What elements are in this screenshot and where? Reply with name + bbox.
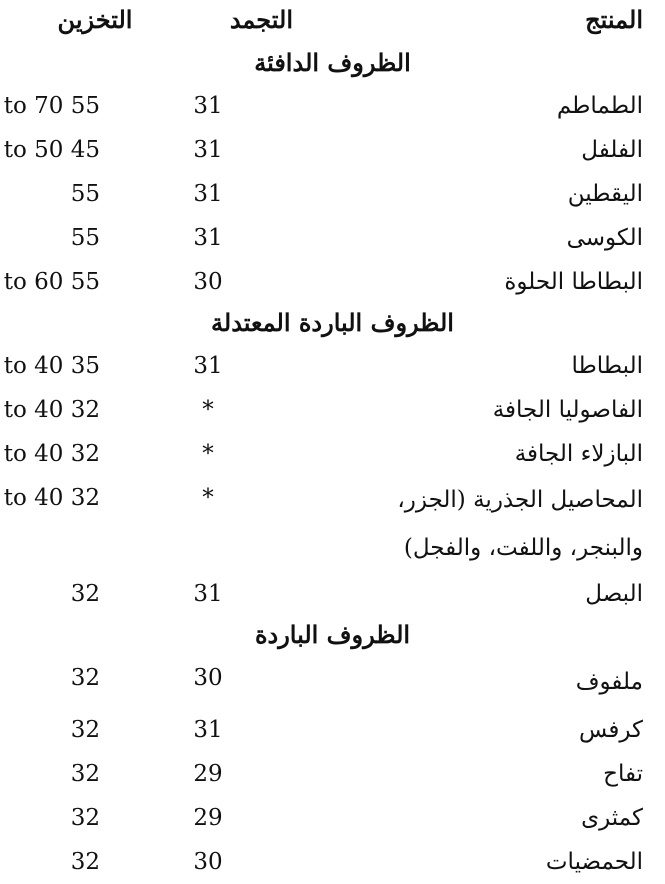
freezing-value: 31 [193, 93, 223, 119]
table-row [0, 432, 665, 476]
freezing-cell [183, 172, 343, 216]
storage-cell [0, 840, 183, 884]
storage-value: 32 [70, 665, 100, 691]
storage-cell [0, 388, 183, 432]
section-title-row [0, 616, 665, 656]
section-title-row [0, 304, 665, 344]
storage-value: 55 [70, 181, 100, 207]
product-wrapped-text: المحاصيل الجذرية (الجزر، والبنجر، واللفت، والفجل) [397, 487, 643, 561]
section-title-row [0, 44, 665, 84]
freezing-cell [183, 260, 343, 304]
product-cell: البطاطا الحلوة [504, 269, 643, 295]
storage-cell [0, 172, 183, 216]
storage-value: 55 to 70 [3, 93, 100, 119]
freezing-cell [183, 476, 343, 572]
storage-value: 32 [70, 805, 100, 831]
freezing-value: 31 [193, 225, 223, 251]
storage-value: 32 [70, 581, 100, 607]
storage-value: 32 [70, 717, 100, 743]
section-title-label: الظروف الدافئة [254, 48, 411, 77]
section-title-label: الظروف الباردة المعتدلة [211, 308, 454, 337]
table-row [0, 656, 665, 708]
product-cell: البصل [585, 581, 643, 607]
header-freezing [183, 0, 343, 44]
header-storage-label: التخزين [57, 5, 133, 34]
product-cell: كرفس [579, 717, 643, 743]
freezing-cell [183, 128, 343, 172]
storage-value: 32 to 40 [3, 397, 100, 423]
section-title [0, 304, 665, 344]
product-cell: الفلفل [581, 137, 643, 163]
product-cell: الطماطم [556, 93, 643, 119]
product-cell: الكوسى [566, 225, 643, 251]
freezing-cell [183, 432, 343, 476]
storage-cell [0, 708, 183, 752]
section-title [0, 44, 665, 84]
storage-cell [0, 216, 183, 260]
freezing-value: 30 [193, 269, 223, 295]
product-cell: البطاطا [571, 353, 643, 379]
storage-cell [0, 344, 183, 388]
storage-cell [0, 572, 183, 616]
storage-value: 32 [70, 761, 100, 787]
freezing-value: 30 [193, 849, 223, 875]
freezing-value: 29 [193, 805, 223, 831]
freezing-value: 31 [193, 353, 223, 379]
product-cell: ملفوف [575, 669, 643, 695]
table-row [0, 708, 665, 752]
product-cell: كمثرى [581, 805, 643, 831]
freezing-value: * [202, 441, 214, 467]
table-row [0, 572, 665, 616]
freezing-cell [183, 708, 343, 752]
freezing-cell [183, 344, 343, 388]
table-row [0, 172, 665, 216]
storage-cell [0, 476, 183, 572]
storage-cell [0, 752, 183, 796]
freezing-value: 31 [193, 581, 223, 607]
product-cell: البازلاء الجافة [514, 441, 643, 467]
section-title-label: الظروف الباردة [254, 620, 411, 649]
table-row [0, 84, 665, 128]
table-row [0, 344, 665, 388]
header-storage [0, 0, 183, 44]
product-cell: تفاح [603, 761, 643, 787]
freezing-cell [183, 388, 343, 432]
storage-cell [0, 796, 183, 840]
freezing-value: 31 [193, 137, 223, 163]
product-cell: الحمضيات [545, 849, 643, 875]
storage-cell [0, 260, 183, 304]
freezing-value: 29 [193, 761, 223, 787]
storage-cell [0, 84, 183, 128]
freezing-cell [183, 572, 343, 616]
table-row [0, 796, 665, 840]
freezing-cell [183, 656, 343, 708]
section-title [0, 616, 665, 656]
storage-cell [0, 128, 183, 172]
product-cell: الفاصوليا الجافة [492, 397, 643, 423]
freezing-cell [183, 216, 343, 260]
freezing-cell [183, 840, 343, 884]
freezing-value: 31 [193, 717, 223, 743]
storage-value: 45 to 50 [3, 137, 100, 163]
table-row [0, 128, 665, 172]
header-freezing-label: التجمد [229, 5, 293, 34]
table-row [0, 752, 665, 796]
table-row [0, 476, 665, 572]
product-cell [343, 476, 665, 572]
freezing-value: * [202, 397, 214, 423]
storage-cell [0, 432, 183, 476]
freezing-value: 31 [193, 181, 223, 207]
freezing-cell [183, 796, 343, 840]
product-cell: اليقطين [567, 181, 643, 207]
storage-value: 32 to 40 [3, 485, 100, 511]
table-row [0, 388, 665, 432]
freezing-value: 30 [193, 665, 223, 691]
freezing-cell [183, 84, 343, 128]
table-row [0, 260, 665, 304]
storage-value: 55 to 60 [3, 269, 100, 295]
storage-value: 55 [70, 225, 100, 251]
freezing-cell [183, 752, 343, 796]
header-product: المنتج [585, 5, 643, 34]
storage-value: 32 to 40 [3, 441, 100, 467]
storage-value: 32 [70, 849, 100, 875]
storage-value: 35 to 40 [3, 353, 100, 379]
storage-cell [0, 656, 183, 708]
table-row [0, 216, 665, 260]
freezing-value: * [202, 485, 214, 511]
table-row [0, 840, 665, 884]
header-row [0, 0, 665, 44]
